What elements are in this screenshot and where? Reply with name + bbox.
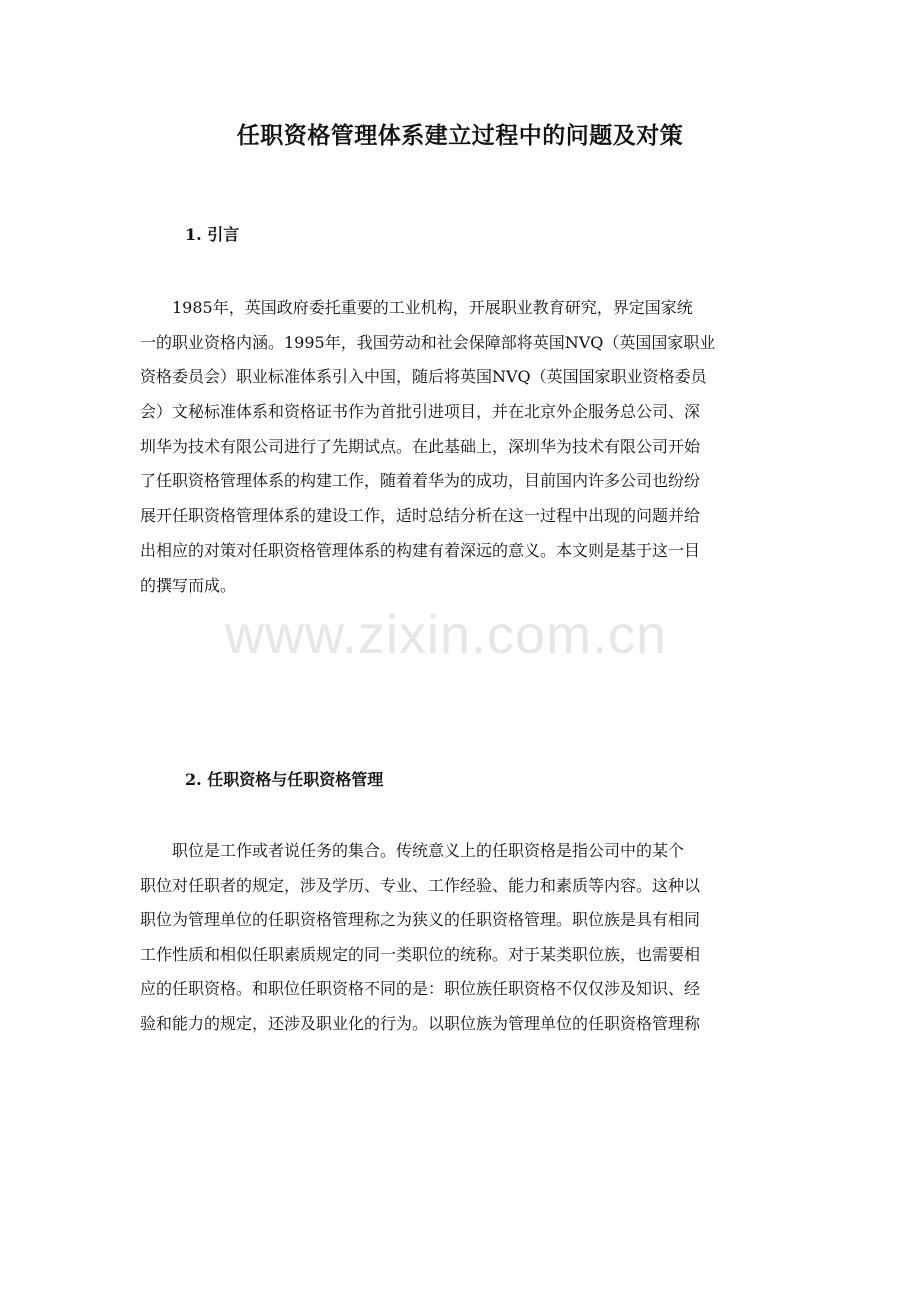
paragraph-line: 职位对任职者的规定，涉及学历、专业、工作经验、能力和素质等内容。这种以 <box>140 875 701 895</box>
paragraph-line: 职位为管理单位的任职资格管理称之为狭义的任职资格管理。职位族是具有相同 <box>140 910 701 930</box>
paragraph-line: 职位是工作或者说任务的集合。传统意义上的任职资格是指公司中的某个 <box>140 841 685 860</box>
section-paragraph-introduction <box>140 291 780 603</box>
watermark-text: www.zixin.com.cn <box>225 605 668 665</box>
paragraph-line: 应的任职资格。和职位任职资格不同的是：职位族任职资格不仅仅涉及知识、经 <box>140 979 701 999</box>
paragraph-line: 会）文秘标准体系和资格证书作为首批引进项目，并在北京外企服务总公司、深 <box>140 402 701 422</box>
paragraph-line: 一的职业资格内涵。1995年，我国劳动和社会保障部将英国NVQ（英国国家职业 <box>140 332 716 352</box>
section-heading-qualification-management: 2. 任职资格与任职资格管理 <box>185 770 384 789</box>
paragraph-line: 圳华为技术有限公司进行了先期试点。在此基础上，深圳华为技术有限公司开始 <box>140 436 701 456</box>
paragraph-line: 验和能力的规定，还涉及职业化的行为。以职位族为管理单位的任职资格管理称 <box>140 1013 701 1033</box>
paragraph-line: 1985年，英国政府委托重要的工业机构，开展职业教育研究，界定国家统 <box>140 298 693 317</box>
section-paragraph-qualification-management <box>140 834 780 1042</box>
section-heading-introduction: 1. 引言 <box>185 225 240 244</box>
paragraph-line: 展开任职资格管理体系的建设工作，适时总结分析在这一过程中出现的问题并给 <box>140 506 701 526</box>
paragraph-line: 的撰写而成。 <box>140 575 237 595</box>
paragraph-line: 出相应的对策对任职资格管理体系的构建有着深远的意义。本文则是基于这一目 <box>140 540 701 560</box>
document-title: 任职资格管理体系建立过程中的问题及对策 <box>236 122 684 149</box>
paragraph-line: 了任职资格管理体系的构建工作，随着着华为的成功，目前国内许多公司也纷纷 <box>140 471 701 491</box>
paragraph-line: 资格委员会）职业标准体系引入中国，随后将英国NVQ（英国国家职业资格委员 <box>140 367 707 387</box>
paragraph-line: 工作性质和相似任职素质规定的同一类职位的统称。对于某类职位族，也需要相 <box>140 944 701 964</box>
